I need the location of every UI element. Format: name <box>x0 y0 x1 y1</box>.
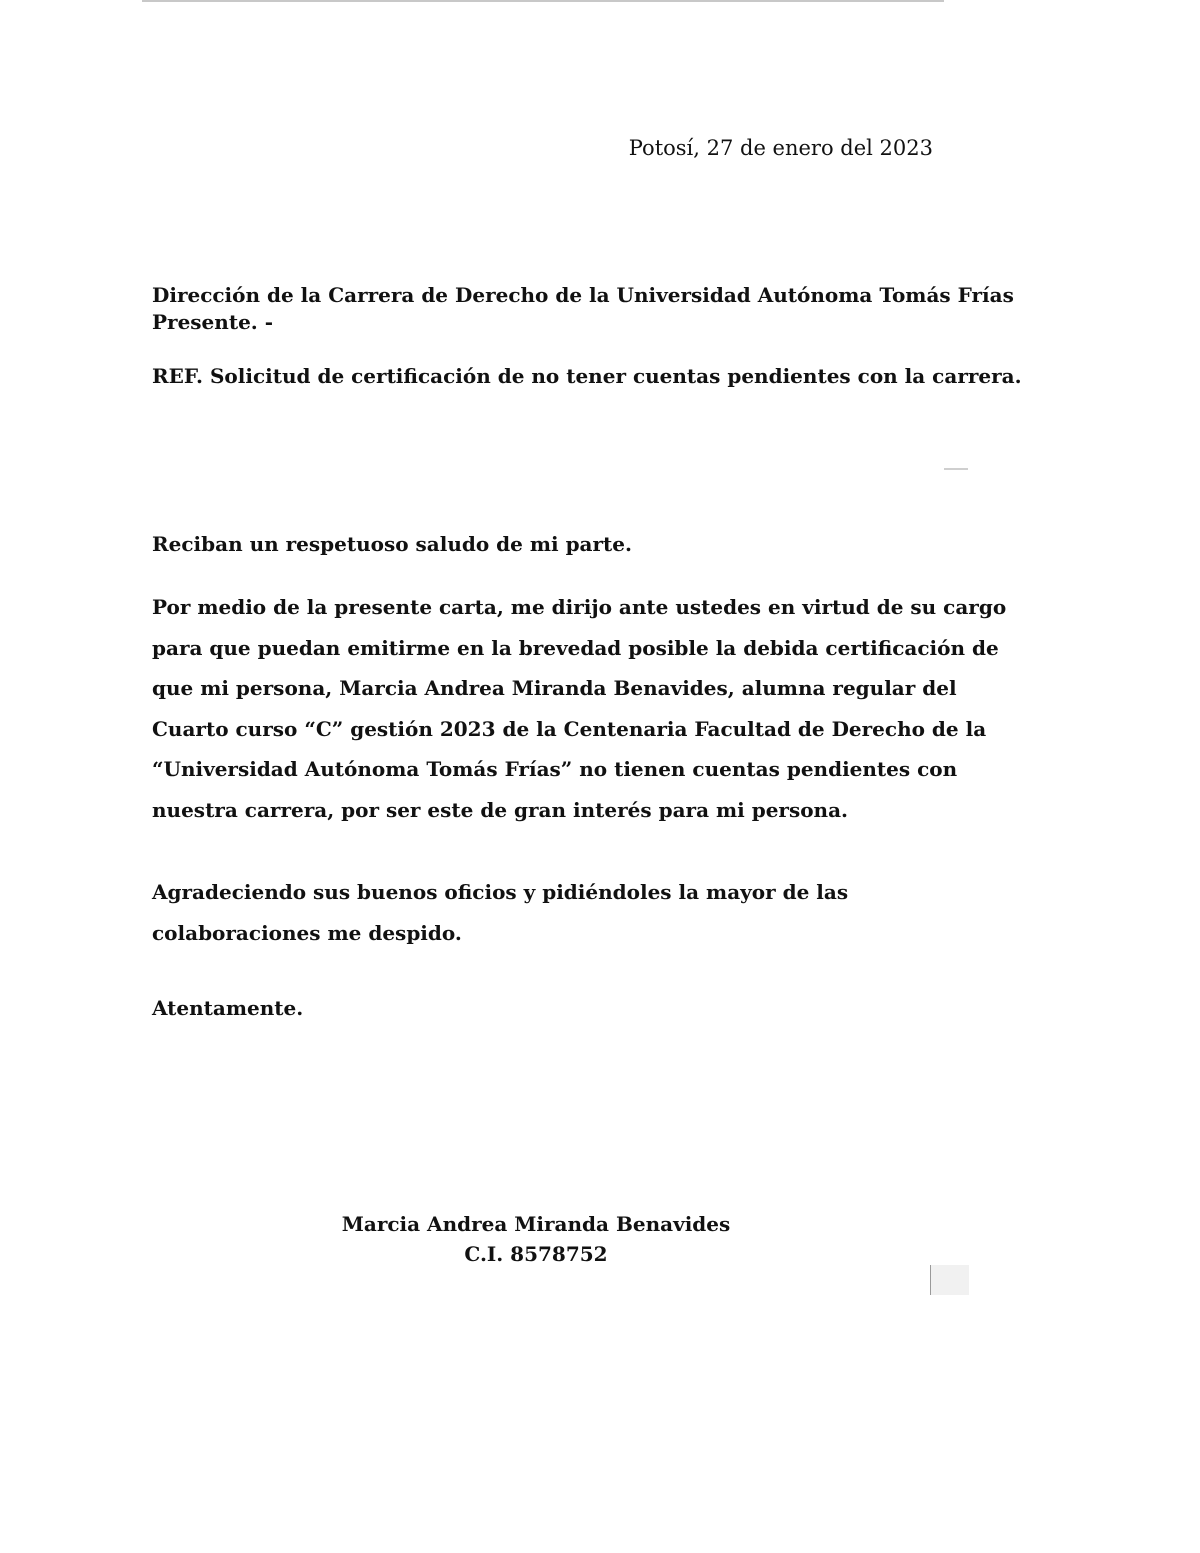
body-line: para que puedan emitirme en la brevedad posible la debida certificación de <box>152 635 999 660</box>
body-line: “Universidad Autónoma Tomás Frías” no tienen cuentas pendientes con <box>152 757 958 781</box>
greeting: Reciban un respetuoso saludo de mi parte. <box>152 532 632 556</box>
closing-paragraph <box>152 872 942 953</box>
letter-date: Potosí, 27 de enero del 2023 <box>628 136 933 160</box>
body-line: que mi persona, Marcia Andrea Miranda Benavides, alumna regular del <box>152 676 957 700</box>
recipient-line: Presente. - <box>152 310 274 334</box>
page-top-border <box>142 0 944 2</box>
signature-name: Marcia Andrea Miranda Benavides <box>341 1212 731 1236</box>
signature-id: C.I. 8578752 <box>464 1242 608 1266</box>
recipient-line: Dirección de la Carrera de Derecho de la Universidad Autónoma Tomás Frías <box>152 283 1014 307</box>
body-line: Cuarto curso “C” gestión 2023 de la Centenaria Facultad de Derecho de la <box>152 716 987 741</box>
sign-off: Atentamente. <box>152 996 304 1020</box>
margin-marker <box>944 468 968 470</box>
reference-line: REF. Solicitud de certificación de no tener cuentas pendientes con la carrera. <box>152 364 1022 388</box>
closing-line: colaboraciones me despido. <box>152 920 462 945</box>
signature-block <box>286 1209 786 1269</box>
body-line: Por medio de la presente carta, me dirijo ante ustedes en virtud de su cargo <box>152 595 1007 619</box>
body-line: nuestra carrera, por ser este de gran interés para mi persona. <box>152 797 849 822</box>
closing-line: Agradeciendo sus buenos oficios y pidiéndoles la mayor de las <box>152 880 849 904</box>
recipient-block <box>152 282 1014 336</box>
page-corner-widget <box>930 1265 969 1295</box>
letter-body <box>152 587 1007 830</box>
